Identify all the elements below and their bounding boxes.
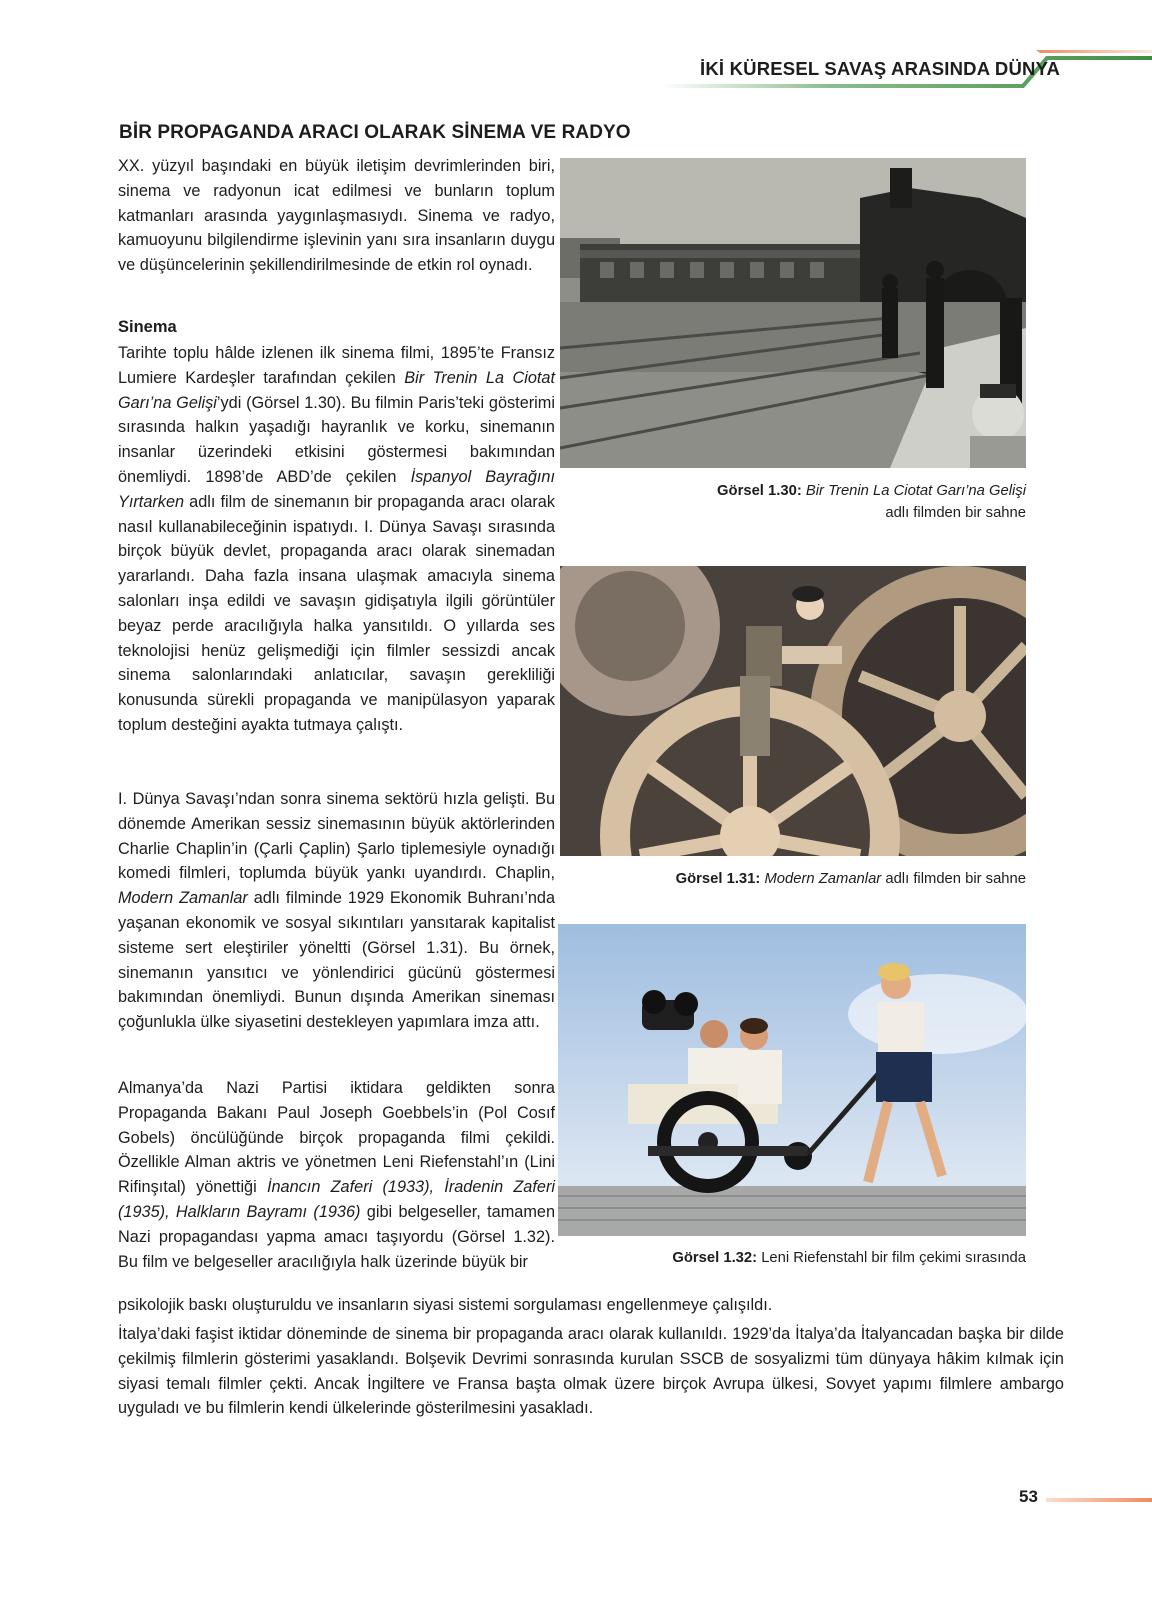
text-segment: Almanya’da Nazi Partisi iktidara geldikten sonra Propaganda Bakanı Paul Joseph Goebbels’in (Pol Cosıf Gobels) öncülüğünde birçok propaganda filmi çekildi. Özellikle Alman aktris ve yönetmen Leni Riefenstahl’ın (Lini Rifinşıtal) yönettiği	[118, 1079, 555, 1197]
caption-line: adlı filmden bir sahne	[885, 505, 1026, 521]
footer-decoration	[1040, 1494, 1152, 1508]
film-title: İnancın Zaferi (1933), İradenin Zaferi (1935), Halkların Bayramı (1936)	[118, 1178, 555, 1221]
text-segment: Tarihte toplu hâlde izlenen ilk sinema filmi, 1895’te Fransız Lumiere Kardeşler tarafından çekilen	[118, 344, 555, 387]
text-segment: adlı film de sinemanın bir propaganda aracı olarak nasıl kullanabileceğinin ispatıydı. I. Dünya Savaşı sırasında birçok büyük devlet, propaganda aracı olarak sinemadan yararlandı. Daha fazla insana ulaşmak amacıyla sinema salonları inşa edildi ve savaşın gidişatıyla ilgili görüntüler beyaz perde aracılığıyla halka yansıtıldı. O yıllarda ses teknolojisi henüz gelişmediği için filmler sessizdi ancak sinema salonlarındaki anlatıcılar, savaşın gerekliliği konusunda sürekli propaganda ve manipülasyon yaparak toplum desteğini ayakta tutmaya çalıştı.	[118, 492, 555, 734]
film-title: İspanyol Bayrağını Yırtarken	[118, 467, 555, 511]
header-title: İKİ KÜRESEL SAVAŞ ARASINDA DÜNYA	[700, 58, 1061, 79]
text-segment: ’ydi (Görsel 1.30). Bu filmin Paris’teki gösterimi sırasında halkın yaşadığı hayranlık ve korku, sinemanın insanlar üzerindeki etkisini göstermesi bakımından önemliydi. 1898’de ABD’de çekilen	[118, 393, 555, 486]
caption-text: Leni Riefenstahl bir film çekimi sırasında	[757, 1250, 1026, 1266]
caption-text: adlı filmden bir sahne	[881, 871, 1026, 887]
figure-caption-1-30	[560, 480, 1026, 524]
paragraph-italy-ussr: İtalya’daki faşist iktidar döneminde de sinema bir propaganda aracı olarak kullanıldı. 1929’da İtalya’da İtalyancadan başka bir dilde çekilmiş filmlerin gösterimi yasaklandı. Bolşevik Devrimi sonrasında kurulan SSCB de sosyalizmi tüm dünyaya hâkim kılmak için siyasi temalı filmler çekti. Ancak İngiltere ve Fransa başta olmak üzere birçok Avrupa ülkesi, Sovyet yapımı filmlere ambargo uyguladı ve bu filmlerin kendi ülkelerinde gösterilmesini yasakladı.	[118, 1325, 1064, 1418]
caption-label: Görsel 1.31:	[675, 871, 761, 887]
paragraph-chaplin	[118, 787, 555, 1035]
subheading-sinema: Sinema	[118, 318, 177, 336]
caption-film-title: Bir Trenin La Ciotat Garı’na Gelişi	[805, 483, 1026, 499]
section-title: BİR PROPAGANDA ARACI OLARAK SİNEMA VE RADYO	[119, 122, 631, 143]
page-number: 53	[1019, 1487, 1038, 1506]
film-title: Modern Zamanlar	[118, 889, 248, 908]
figure-caption-1-31	[560, 868, 1026, 890]
caption-label: Görsel 1.32:	[672, 1250, 758, 1266]
figure-train-photo	[560, 158, 1026, 468]
text-segment: gibi belgeseller, tamamen Nazi propagandası yapma amacı taşıyordu (Görsel 1.32). Bu film ve belgeseller aracılığıyla halk üzerinde büyük bir	[118, 1202, 555, 1271]
paragraph-first-film	[118, 341, 555, 738]
film-title: Bir Trenin La Ciotat Garı’na Gelişi	[118, 368, 555, 412]
figure-film-crew-photo	[558, 924, 1026, 1236]
intro-paragraph: XX. yüzyıl başındaki en büyük iletişim devrimlerinden biri, sinema ve radyonun icat edilmesi ve bunların toplum katmanları arasında yaygınlaşmasıydı. Sinema ve radyo, kamuoyunu bilgilendirme işlevinin yanı sıra insanların duygu ve düşüncelerinin şekillendirilmesinde de etkin rol oynadı.	[118, 157, 555, 275]
paragraph-nazi-propaganda	[118, 1076, 555, 1274]
figure-caption-1-32	[560, 1247, 1026, 1269]
text-segment: I. Dünya Savaşı’ndan sonra sinema sektörü hızla gelişti. Bu dönemde Amerikan sessiz sinemasının büyük aktörlerinden Charlie Chaplin’in (Çarli Çaplin) Şarlo tiplemesiyle oynadığı komedi filmleri, toplumda büyük yankı uyandırdı. Chaplin,	[118, 790, 555, 883]
figure-gears-photo	[560, 566, 1026, 856]
caption-label: Görsel 1.30:	[717, 483, 802, 499]
caption-line	[560, 480, 1026, 502]
text-segment: adlı filminde 1929 Ekonomik Buhranı’nda yaşanan ekonomik ve sosyal sıkıntıları yansıtarak kapitalist sisteme sert eleştiriler yöneltti (Görsel 1.31). Bu örnek, sinemanın yansıtıcı ve yönlendirici gücünü göstermesi bakımından önemliydi. Bunun dışında Amerikan sineması çoğunlukla ülke siyasetini destekleyen yapımlara imza attı.	[118, 889, 556, 1032]
caption-film-title: Modern Zamanlar	[764, 871, 882, 887]
paragraph-nazi-continued: psikolojik baskı oluşturuldu ve insanların siyasi sistemi sorgulaması engellenmeye çalışıldı.	[118, 1296, 773, 1314]
